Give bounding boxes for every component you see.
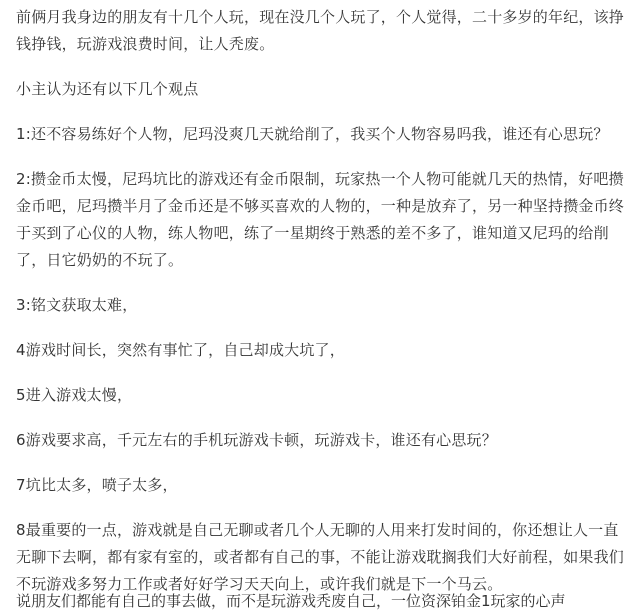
article-body <box>16 0 626 598</box>
paragraph-gap <box>16 409 626 427</box>
paragraph-point-1: 1:还不容易练好个人物，尼玛没爽几天就给削了，我买个人物容易吗我，谁还有心思玩？ <box>16 125 609 143</box>
paragraph-point-7: 7坑比太多，喷子太多， <box>16 476 178 494</box>
paragraph-point-5: 5进入游戏太慢， <box>16 386 133 404</box>
paragraph-point-6: 6游戏要求高，千元左右的手机玩游戏卡顿，玩游戏卡，谁还有心思玩？ <box>16 431 497 449</box>
paragraph-viewpoints-heading: 小主认为还有以下几个观点 <box>16 80 199 98</box>
paragraph-gap <box>16 454 626 472</box>
paragraph-gap <box>16 103 626 121</box>
paragraph-point-4: 4游戏时间长，突然有事忙了，自己却成大坑了， <box>16 341 345 359</box>
paragraph-closing-partial: 说朋友们都能有自己的事去做，而不是玩游戏秃废自己，一位资深铂金1玩家的心声 <box>16 592 566 610</box>
paragraph-gap <box>16 274 626 292</box>
paragraph-gap <box>16 319 626 337</box>
paragraph-point-2: 2:攒金币太慢，尼玛坑比的游戏还有金币限制，玩家热一个人物可能就几天的热情，好吧攒金币吧，尼玛攒半月了金币还是不够买喜欢的人物的，一种是放弃了，另一种坚持攒金币终于买到了心仪的人物，练人物吧，练了一星期终于熟悉的差不多了，谁知道又尼玛的给削了，日它奶奶的不玩了。 <box>16 170 625 269</box>
paragraph-gap <box>16 148 626 166</box>
paragraph-gap <box>16 499 626 517</box>
paragraph-point-8: 8最重要的一点，游戏就是自己无聊或者几个人无聊的人用来打发时间的，你还想让人一直无聊下去啊，都有家有室的，或者都有自己的事，不能让游戏耽搁我们大好前程，如果我们不玩游戏多努力工作或者好好学习天天向上，或许我们就是下一个马云。 <box>16 521 625 593</box>
paragraph-gap <box>16 58 626 76</box>
paragraph-intro: 前俩月我身边的朋友有十几个人玩，现在没几个人玩了，个人觉得，二十多岁的年纪，该挣钱挣钱，玩游戏浪费时间，让人秃废。 <box>16 8 625 53</box>
paragraph-gap <box>16 364 626 382</box>
paragraph-point-3: 3:铭文获取太难， <box>16 296 138 314</box>
